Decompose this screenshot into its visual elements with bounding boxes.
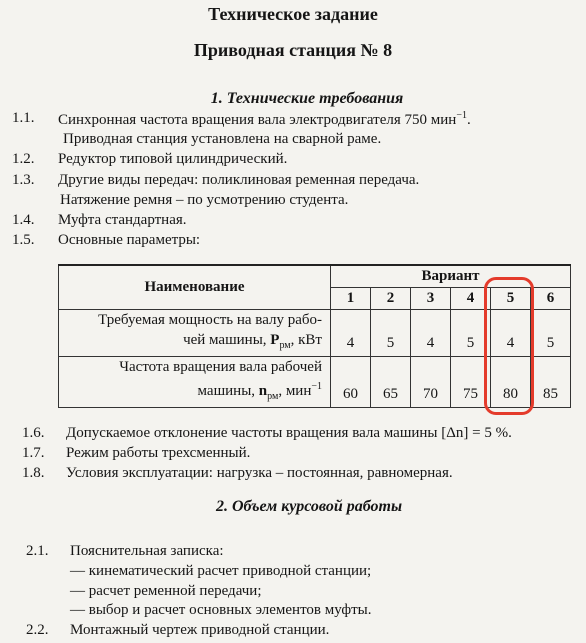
variant-number: 4 [451, 287, 491, 309]
row-label-line: Требуемая мощность на валу рабо- [98, 311, 322, 328]
row-label-prefix: машины, [197, 382, 259, 399]
item-text-main: Синхронная частота вращения вала электродвигателя 750 мин [58, 112, 457, 128]
speed-value: 75 [451, 356, 491, 407]
power-value: 5 [531, 309, 571, 356]
speed-value: 85 [531, 356, 571, 407]
speed-value: 70 [411, 356, 451, 407]
variant-number: 5 [491, 287, 531, 309]
row-label-symbol: P [270, 331, 280, 348]
item-text: Условия эксплуатации: нагрузка – постоянная, равномерная. [66, 465, 453, 481]
item-text: Монтажный чертеж приводной станции. [70, 622, 330, 638]
item-text: Режим работы трехсменный. [66, 445, 251, 461]
row-label-subscript: рм [267, 390, 279, 402]
row-label-power [59, 309, 331, 356]
power-value: 5 [371, 309, 411, 356]
item-text-continued: Приводная станция установлена на сварной раме. [63, 131, 382, 147]
item-number: 2.1. [26, 543, 49, 559]
table-header-name: Наименование [59, 265, 331, 309]
speed-value: 60 [331, 356, 371, 407]
power-value: 4 [331, 309, 371, 356]
table-header-variant: Вариант [331, 265, 571, 287]
item-text-continued: Натяжение ремня – по усмотрению студента. [60, 192, 349, 208]
power-value: 4 [411, 309, 451, 356]
row-label-prefix: чей машины, [183, 331, 271, 348]
variant-number: 6 [531, 287, 571, 309]
variant-number: 2 [371, 287, 411, 309]
item-number: 1.8. [22, 465, 45, 481]
section2-heading: 2. Объем курсовой работы [215, 498, 403, 515]
item-text: Муфта стандартная. [58, 212, 187, 228]
power-value: 4 [491, 309, 531, 356]
document-title: Техническое задание [208, 4, 378, 24]
row-label-subscript: рм [279, 339, 291, 351]
item-text: Другие виды передач: поликлиновая ременная передача. [58, 172, 420, 188]
row-label-line: Частота вращения вала рабочей [119, 358, 322, 375]
item-number: 1.2. [12, 151, 35, 167]
item-text: Редуктор типовой цилиндрический. [58, 151, 288, 167]
highlight-circle-variant-5 [484, 277, 534, 415]
item-number: 1.4. [12, 212, 35, 228]
row-label-line [59, 330, 322, 356]
list-bullet-item: — кинематический расчет приводной станции; [70, 563, 372, 579]
document-subtitle: Приводная станция № 8 [193, 40, 393, 60]
item-number: 1.5. [12, 232, 35, 248]
item-text: Пояснительная записка: [70, 543, 224, 559]
item-number: 1.3. [12, 172, 35, 188]
item-number: 1.6. [22, 425, 45, 441]
row-label-speed [59, 356, 331, 407]
row-label-unit: , мин [278, 382, 312, 399]
item-text-tail: . [466, 112, 471, 128]
speed-value: 65 [371, 356, 411, 407]
row-label-unit: , кВт [290, 331, 322, 348]
item-number: 1.1. [12, 110, 35, 126]
item-text: Допускаемое отклонение частоты вращения вала машины [Δn] = 5 %. [66, 425, 512, 441]
item-number: 2.2. [26, 622, 49, 638]
row-label-symbol: n [258, 382, 268, 399]
item-number: 1.7. [22, 445, 45, 461]
section1-heading: 1. Технические требования [210, 90, 404, 107]
row-label-line [59, 377, 322, 407]
item-text: Основные параметры: [58, 232, 201, 248]
speed-value: 80 [491, 356, 531, 407]
list-bullet-item: — расчет ременной передачи; [70, 583, 262, 599]
list-bullet-item: — выбор и расчет основных элементов муфты. [70, 602, 372, 618]
variant-number: 3 [411, 287, 451, 309]
item-text [58, 110, 471, 129]
row-label-superscript: −1 [311, 380, 322, 392]
power-value: 5 [451, 309, 491, 356]
variant-number: 1 [331, 287, 371, 309]
item-superscript: −1 [456, 110, 467, 121]
